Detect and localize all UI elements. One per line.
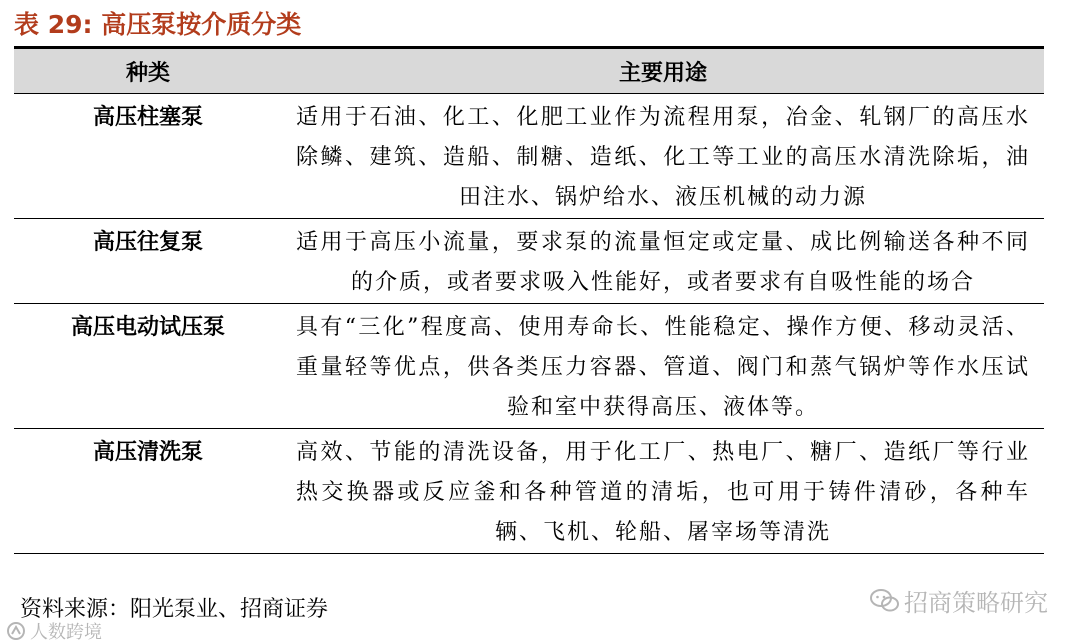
watermark-right xyxy=(870,583,1048,618)
wechat-icon xyxy=(870,588,900,614)
table-row xyxy=(14,429,1044,554)
row-type: 高压清洗泵 xyxy=(92,440,203,465)
row-type: 高压往复泵 xyxy=(92,230,203,255)
logo-icon xyxy=(6,621,26,641)
source-note: 资料来源：阳光泵业、招商证券 xyxy=(20,597,329,622)
watermark-right-text: 招商策略研究 xyxy=(904,589,1048,617)
table-header xyxy=(14,49,1044,94)
table-row xyxy=(14,94,1044,219)
watermark-left-text: 人数跨境 xyxy=(30,622,102,643)
header-use: 主要用途 xyxy=(618,60,707,86)
watermark-left xyxy=(6,618,102,644)
pump-classification-table xyxy=(14,49,1044,554)
row-use: 高效、节能的清洗设备，用于化工厂、热电厂、糖厂、造纸厂等行业热交换器或反应釜和各种管道的清垢，也可用于铸件清砂，各种车辆、飞机、轮船、屠宰场等清洗 xyxy=(296,440,1030,545)
table-row xyxy=(14,219,1044,304)
row-use: 适用于石油、化工、化肥工业作为流程用泵，冶金、轧钢厂的高压水除鳞、建筑、造船、制糖、造纸、化工等工业的高压水清洗除垢，油田注水、锅炉给水、液压机械的动力源 xyxy=(296,105,1030,210)
row-type: 高压电动试压泵 xyxy=(70,315,225,340)
table-title: 表 29: 高压泵按介质分类 xyxy=(14,10,302,39)
table-row xyxy=(14,304,1044,429)
row-use: 适用于高压小流量，要求泵的流量恒定或定量、成比例输送各种不同的介质，或者要求吸入性能好，或者要求有自吸性能的场合 xyxy=(296,230,1030,295)
header-type: 种类 xyxy=(125,60,170,86)
row-type: 高压柱塞泵 xyxy=(92,105,203,130)
row-use: 具有“三化”程度高、使用寿命长、性能稳定、操作方便、移动灵活、重量轻等优点，供各类压力容器、管道、阀门和蒸气锅炉等作水压试验和室中获得高压、液体等。 xyxy=(296,315,1030,420)
